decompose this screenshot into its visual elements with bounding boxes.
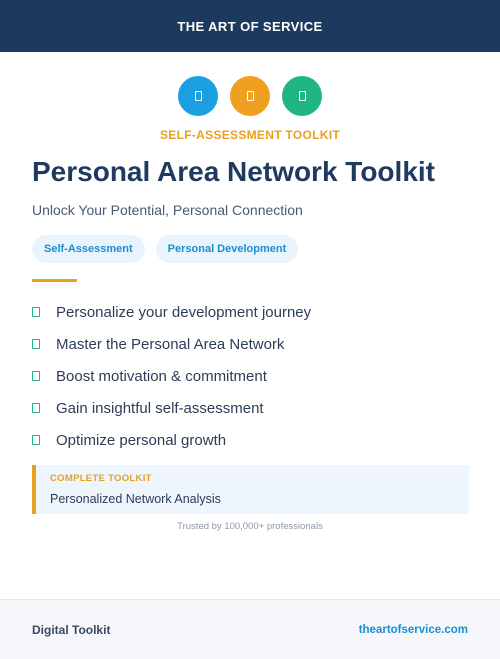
callout-value: Personalized Network Analysis [50,492,221,506]
tag-self-assessment: Self-Assessment [32,235,145,263]
feature-item: Gain insightful self-assessment [32,392,311,424]
tag-personal-development: Personal Development [156,235,299,263]
feature-list [32,296,311,456]
check-icon [32,435,40,445]
brand-name: THE ART OF SERVICE [177,18,323,34]
feature-item: Boost motivation & commitment [32,360,311,392]
document-icon [230,76,270,116]
accent-divider [32,279,77,282]
feature-item: Personalize your development journey [32,296,311,328]
feature-item: Optimize personal growth [32,424,311,456]
feature-item: Master the Personal Area Network [32,328,311,360]
document-icon [282,76,322,116]
document-icon [178,76,218,116]
icon-row [0,76,500,116]
check-icon [32,307,40,317]
footer-link[interactable]: theartofservice.com [358,623,468,636]
toolkit-callout [32,465,469,514]
check-icon [32,339,40,349]
top-banner [0,0,500,52]
trust-note: Trusted by 100,000+ professionals [177,521,323,532]
eyebrow-label: SELF-ASSESSMENT TOOLKIT [159,128,341,142]
tag-list [32,235,298,263]
page-subtitle: Unlock Your Potential, Personal Connection [32,202,303,218]
page-title: Personal Area Network Toolkit [32,156,435,187]
footer-label: Digital Toolkit [32,622,111,637]
check-icon [32,403,40,413]
check-icon [32,371,40,381]
footer [0,599,500,659]
callout-label: COMPLETE TOOLKIT [50,473,152,484]
